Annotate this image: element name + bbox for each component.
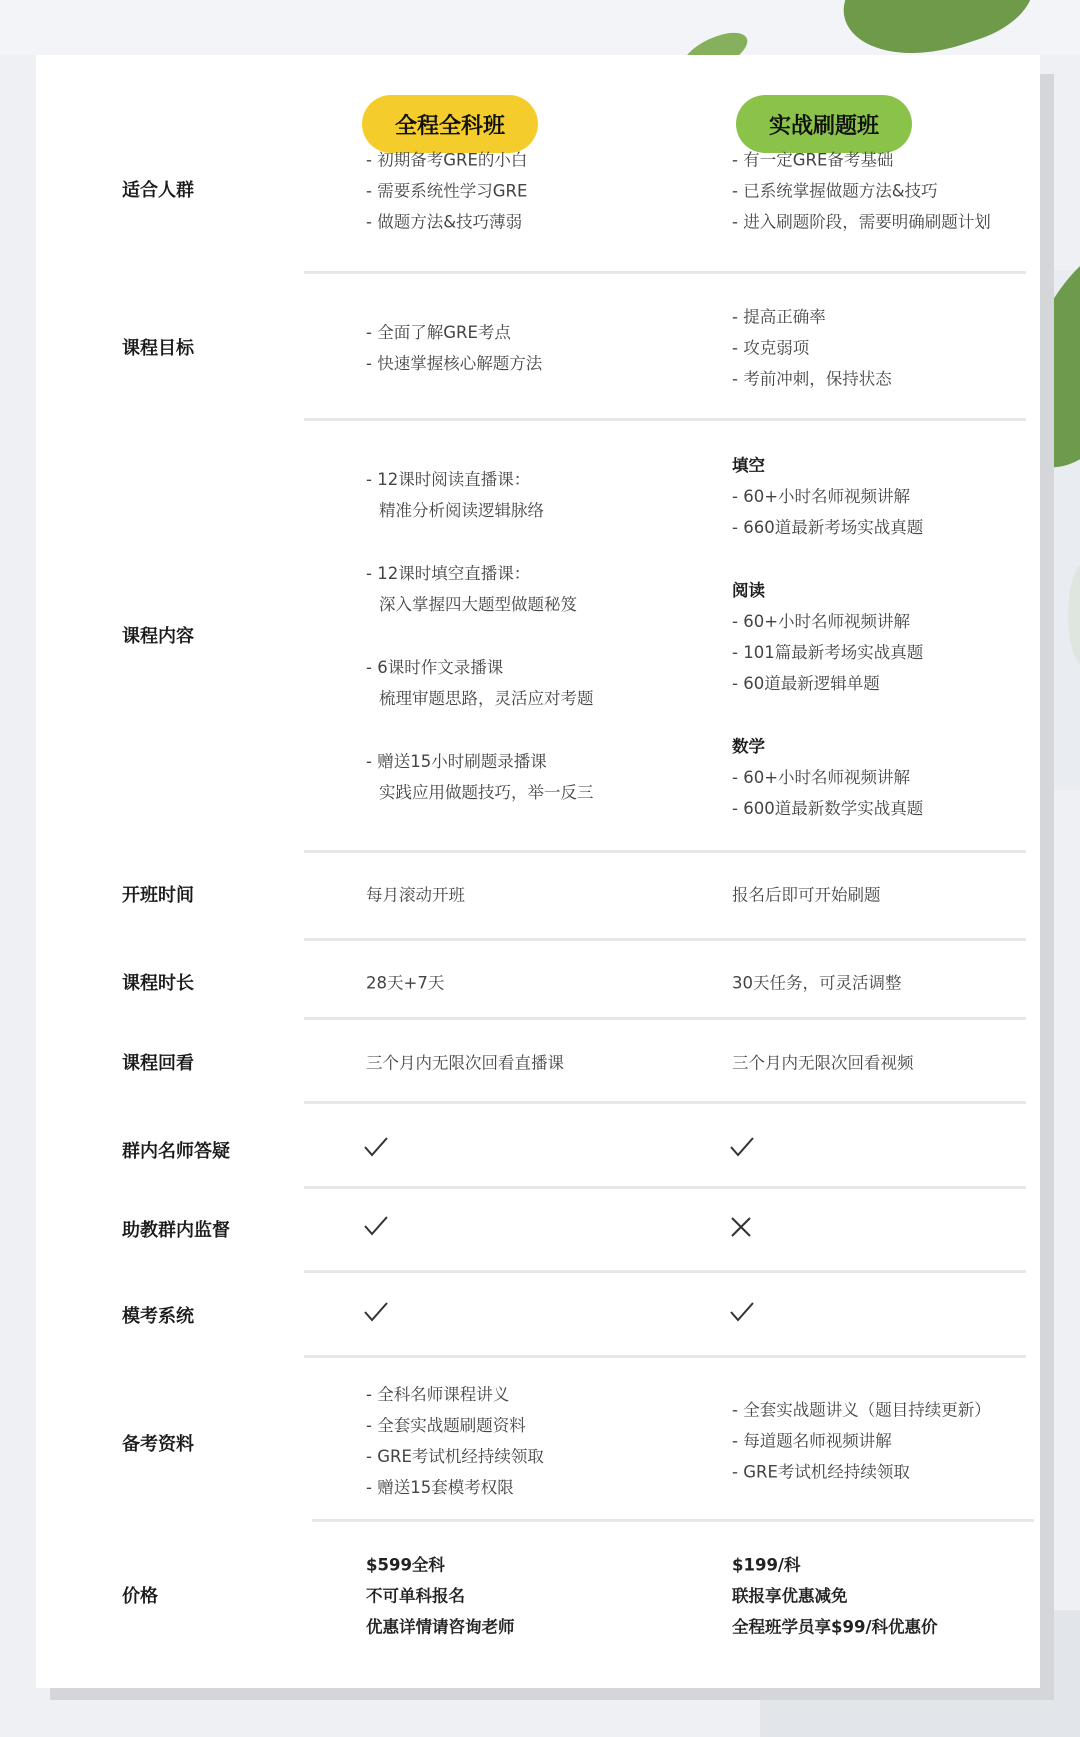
plan-header-a: 全程全科班 xyxy=(362,95,538,153)
list-item: - 全套实战题讲义（题目持续更新） xyxy=(732,1400,991,1420)
list-item: - 60+小时名师视频讲解 xyxy=(732,768,911,787)
check-icon xyxy=(362,1300,390,1328)
section-heading: 数学 xyxy=(732,737,765,756)
list-item: - 全套实战题刷题资料 xyxy=(366,1416,526,1435)
price-note: 优惠详情请咨询老师 xyxy=(366,1617,515,1637)
audience-plan-b xyxy=(732,145,991,238)
course-desc: 精准分析阅读逻辑脉络 xyxy=(379,501,544,520)
row-label-duration: 课程时长 xyxy=(122,973,194,994)
list-item: - 有一定GRE备考基础 xyxy=(732,150,894,170)
list-item: - 660道最新考场实战真题 xyxy=(732,518,924,537)
course-title: - 赠送15小时刷题录播课 xyxy=(366,752,547,771)
course-desc: 实践应用做题技巧，举一反三 xyxy=(379,783,594,802)
list-item: - 做题方法&技巧薄弱 xyxy=(366,212,523,232)
materials-plan-b xyxy=(732,1395,991,1488)
course-title: - 12课时填空直播课： xyxy=(366,564,531,583)
row-divider xyxy=(304,1101,1026,1104)
check-icon xyxy=(728,1300,756,1328)
row-divider xyxy=(304,1270,1026,1273)
check-icon xyxy=(728,1135,756,1163)
replay-plan-b: 三个月内无限次回看视频 xyxy=(732,1053,914,1073)
row-divider xyxy=(312,1519,1034,1522)
section-heading: 填空 xyxy=(732,456,765,475)
row-label-mock-exam: 模考系统 xyxy=(122,1306,194,1327)
row-divider xyxy=(304,1355,1026,1358)
course-desc: 梳理审题思路，灵活应对考题 xyxy=(379,689,594,708)
content-plan-b xyxy=(732,450,923,824)
course-desc: 深入掌握四大题型做题秘笈 xyxy=(379,595,577,614)
duration-plan-b: 30天任务，可灵活调整 xyxy=(732,973,902,993)
list-item: - 全面了解GRE考点 xyxy=(366,323,511,342)
list-item: - 每道题名师视频讲解 xyxy=(732,1431,892,1451)
row-label-price: 价格 xyxy=(122,1586,158,1607)
audience-plan-a xyxy=(366,145,527,238)
price-note: 不可单科报名 xyxy=(366,1586,465,1606)
list-item: - GRE考试机经持续领取 xyxy=(732,1462,910,1482)
comparison-table xyxy=(36,55,1040,1688)
goals-plan-b xyxy=(732,302,892,395)
list-item: - 考前冲刺，保持状态 xyxy=(732,369,892,389)
row-label-start: 开班时间 xyxy=(122,885,194,906)
row-divider xyxy=(304,938,1026,941)
row-divider xyxy=(304,850,1026,853)
content-plan-a xyxy=(366,464,594,808)
row-label-supervision: 助教群内监督 xyxy=(122,1220,230,1241)
row-label-goals: 课程目标 xyxy=(122,338,194,359)
list-item: - 赠送15套模考权限 xyxy=(366,1478,514,1497)
list-item: - 快速掌握核心解题方法 xyxy=(366,354,543,373)
list-item: - 攻克弱项 xyxy=(732,338,810,358)
check-icon xyxy=(362,1135,390,1163)
list-item: - GRE考试机经持续领取 xyxy=(366,1447,544,1466)
list-item: - 初期备考GRE的小白 xyxy=(366,150,528,170)
row-divider xyxy=(304,1186,1026,1189)
row-divider xyxy=(304,1017,1026,1020)
row-divider xyxy=(304,271,1026,274)
list-item: - 全科名师课程讲义 xyxy=(366,1385,510,1404)
list-item: - 提高正确率 xyxy=(732,307,826,327)
price-amount: $599全科 xyxy=(366,1555,445,1575)
plan-header-b: 实战刷题班 xyxy=(736,95,912,153)
price-amount: $199/科 xyxy=(732,1555,801,1575)
price-note: 联报享优惠减免 xyxy=(732,1586,848,1606)
duration-plan-a: 28天+7天 xyxy=(366,973,445,993)
start-plan-b: 报名后即可开始刷题 xyxy=(732,885,881,905)
price-plan-a xyxy=(366,1550,515,1643)
cross-icon xyxy=(729,1215,753,1243)
list-item: - 进入刷题阶段，需要明确刷题计划 xyxy=(732,212,991,232)
replay-plan-a: 三个月内无限次回看直播课 xyxy=(366,1053,564,1073)
row-label-audience: 适合人群 xyxy=(122,180,194,201)
row-divider xyxy=(304,418,1026,421)
list-item: - 600道最新数学实战真题 xyxy=(732,799,924,818)
row-label-content: 课程内容 xyxy=(122,626,194,647)
list-item: - 需要系统性学习GRE xyxy=(366,181,528,201)
list-item: - 60+小时名师视频讲解 xyxy=(732,612,911,631)
price-plan-b xyxy=(732,1550,937,1643)
course-title: - 12课时阅读直播课： xyxy=(366,470,531,489)
start-plan-a: 每月滚动开班 xyxy=(366,885,465,905)
row-label-materials: 备考资料 xyxy=(122,1434,194,1455)
section-heading: 阅读 xyxy=(732,581,765,600)
course-title: - 6课时作文录播课 xyxy=(366,658,504,677)
goals-plan-a xyxy=(366,317,542,379)
list-item: - 101篇最新考场实战真题 xyxy=(732,643,924,662)
row-label-qa: 群内名师答疑 xyxy=(122,1141,230,1162)
price-note: 全程班学员享$99/科优惠价 xyxy=(732,1617,938,1637)
check-icon xyxy=(362,1214,390,1242)
list-item: - 60道最新逻辑单题 xyxy=(732,674,880,693)
list-item: - 60+小时名师视频讲解 xyxy=(732,487,911,506)
row-label-replay: 课程回看 xyxy=(122,1053,194,1074)
list-item: - 已系统掌握做题方法&技巧 xyxy=(732,181,938,201)
materials-plan-a xyxy=(366,1379,544,1503)
